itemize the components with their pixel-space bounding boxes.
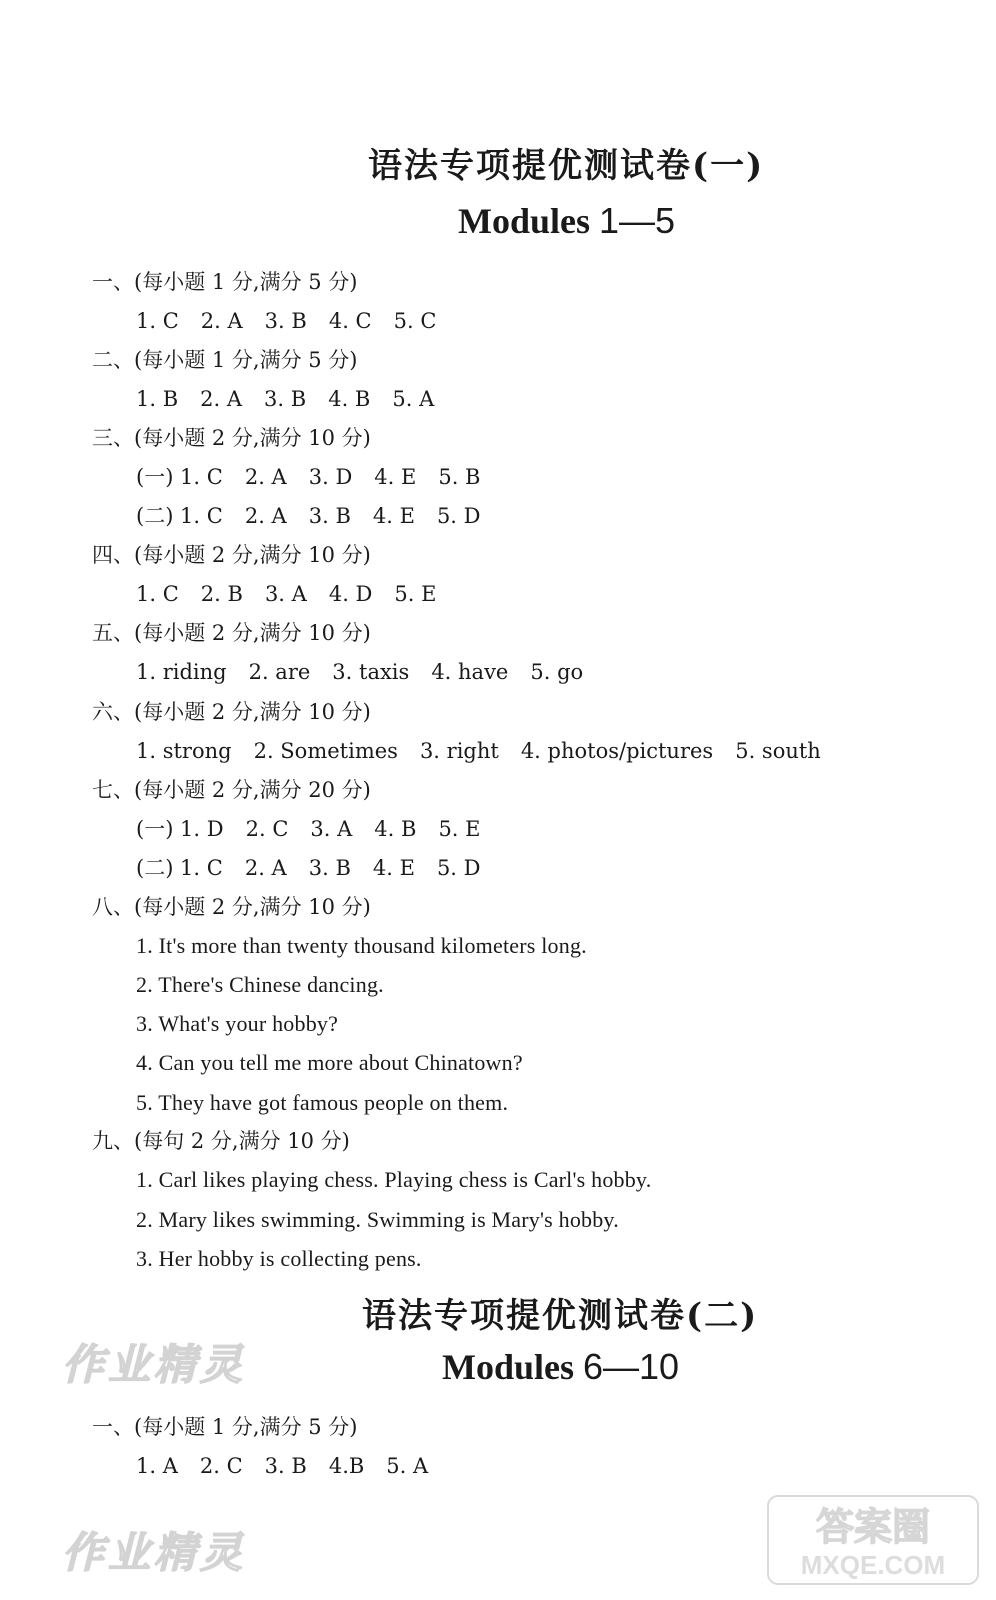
answer-item: 3. taxis	[332, 660, 410, 684]
answer-sentence: 4. Can you tell me more about Chinatown?	[136, 1050, 523, 1075]
answer-row	[136, 463, 481, 491]
test1-modules-heading	[458, 200, 675, 242]
answer-row	[136, 385, 434, 413]
section-heading: 五、(每小题 2 分,满分 10 分)	[92, 621, 371, 645]
answer-sentence: 5. They have got famous people on them.	[136, 1090, 509, 1115]
section-heading: 九、(每句 2 分,满分 10 分)	[92, 1129, 350, 1153]
answer-item: 2. B	[200, 582, 243, 606]
answer-item: 2. C	[199, 1454, 243, 1478]
answer-row	[136, 1452, 428, 1480]
answer-item: 3. B	[264, 309, 307, 333]
answer-item: (二) 1. C	[136, 504, 223, 528]
test2-title: 语法专项提优测试卷(二)	[362, 1296, 759, 1336]
answer-item: 2. A	[244, 465, 287, 489]
answer-item: 4. E	[374, 465, 417, 489]
answer-item: 2. Sometimes	[253, 739, 398, 763]
answer-item: 2. C	[245, 817, 289, 841]
section-heading: 一、(每小题 1 分,满分 5 分)	[92, 1415, 358, 1439]
answer-item: 5. A	[392, 387, 435, 411]
answer-item: 3. B	[308, 856, 351, 880]
section-heading: 八、(每小题 2 分,满分 10 分)	[92, 895, 371, 919]
answer-item: 3. A	[310, 817, 353, 841]
answer-item: 1. A	[136, 1454, 178, 1478]
answer-sentence: 1. It's more than twenty thousand kilometers long.	[136, 933, 587, 958]
answer-item: 4. photos/pictures	[520, 739, 714, 763]
stamp-top-text: 答案圈	[815, 1505, 931, 1549]
answer-item: 5. B	[438, 465, 481, 489]
answer-item: 5. D	[436, 504, 481, 528]
answer-row	[136, 815, 480, 843]
answer-sentence: 2. There's Chinese dancing.	[136, 972, 384, 997]
answer-item: 4.B	[328, 1454, 365, 1478]
modules-range: 1—5	[599, 200, 676, 241]
answer-row	[136, 658, 583, 686]
answer-item: 4. B	[374, 817, 417, 841]
section-heading: 二、(每小题 1 分,满分 5 分)	[92, 348, 358, 372]
section-heading: 三、(每小题 2 分,满分 10 分)	[92, 426, 371, 450]
answer-item: 4. B	[328, 387, 371, 411]
answer-item: 3. B	[308, 504, 351, 528]
modules-word: Modules	[458, 201, 591, 241]
answer-item: 2. are	[248, 660, 311, 684]
answer-item: 3. A	[264, 582, 307, 606]
answer-item: 5. go	[530, 660, 584, 684]
section-heading: 六、(每小题 2 分,满分 10 分)	[92, 700, 371, 724]
watermark-logo: 作业精灵	[62, 1340, 247, 1389]
test2-modules-heading	[442, 1346, 679, 1388]
answer-item: 2. A	[200, 309, 243, 333]
section-heading: 七、(每小题 2 分,满分 20 分)	[92, 778, 371, 802]
answer-row	[136, 307, 436, 335]
section-heading: 四、(每小题 2 分,满分 10 分)	[92, 543, 371, 567]
answer-item: 3. B	[264, 1454, 307, 1478]
watermark-logo: 作业精灵	[62, 1528, 247, 1577]
answer-item: 5. C	[393, 309, 437, 333]
answer-item: 5. D	[436, 856, 481, 880]
answer-item: 1. C	[136, 582, 179, 606]
answer-item: 5. E	[394, 582, 437, 606]
answer-sentence: 3. Her hobby is collecting pens.	[136, 1246, 422, 1271]
answer-row	[136, 502, 481, 530]
answer-row	[136, 854, 481, 882]
answer-item: 1. B	[136, 387, 179, 411]
answer-item: 5. E	[438, 817, 481, 841]
answer-sentence: 2. Mary likes swimming. Swimming is Mary's hobby.	[136, 1207, 619, 1232]
answer-item: 4. D	[328, 582, 373, 606]
test1-title: 语法专项提优测试卷(一)	[368, 146, 765, 186]
answer-item: 4. E	[372, 504, 415, 528]
answer-sentence: 3. What's your hobby?	[136, 1011, 339, 1036]
answer-item: 4. E	[372, 856, 415, 880]
answer-sentence: 1. Carl likes playing chess. Playing chess is Carl's hobby.	[136, 1167, 652, 1192]
answer-item: 2. A	[244, 856, 287, 880]
answer-item: 5. A	[386, 1454, 429, 1478]
answer-row	[136, 580, 436, 608]
answer-item: 1. riding	[136, 660, 227, 684]
answer-item: 3. right	[419, 739, 499, 763]
modules-word: Modules	[442, 1347, 575, 1387]
answer-row	[136, 737, 821, 765]
answer-item: 4. have	[431, 660, 509, 684]
answer-item: 2. A	[244, 504, 287, 528]
answer-item: 2. A	[200, 387, 243, 411]
stamp-bottom-text: MXQE.COM	[800, 1550, 946, 1580]
answer-item: 5. south	[735, 739, 821, 763]
answer-item: 1. strong	[136, 739, 232, 763]
answer-item: 4. C	[328, 309, 372, 333]
modules-range: 6—10	[583, 1346, 680, 1387]
answer-item: 3. D	[308, 465, 353, 489]
answer-item: (二) 1. C	[136, 856, 223, 880]
answer-item: 1. C	[136, 309, 179, 333]
section-heading: 一、(每小题 1 分,满分 5 分)	[92, 270, 358, 294]
stamp-logo-icon	[766, 1494, 980, 1586]
answer-item: (一) 1. D	[136, 817, 224, 841]
answer-item: 3. B	[264, 387, 307, 411]
answer-item: (一) 1. C	[136, 465, 223, 489]
